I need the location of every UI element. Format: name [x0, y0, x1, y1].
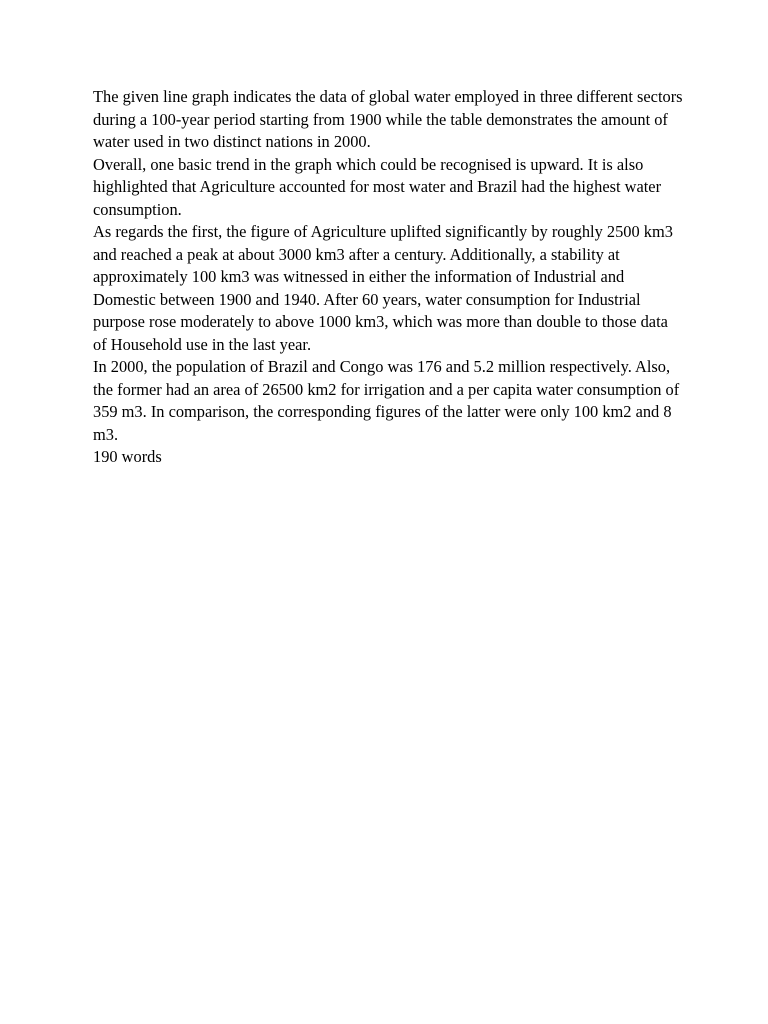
paragraph-body-graph: As regards the first, the figure of Agriculture uplifted significantly by roughly 2500 km3 and reached a peak at about 3000 km3 after a century. Additionally, a stability at approximately 100 km3 was witnessed in either the information of Industrial and Domestic between 1900 and 1940. After 60 years, water consumption for Industrial purpose rose moderately to above 1000 km3, which was more than double to those data of Household use in the last year. [93, 222, 673, 354]
paragraph-overview: Overall, one basic trend in the graph which could be recognised is upward. It is also highlighted that Agriculture accounted for most water and Brazil had the highest water consumption. [93, 154, 662, 219]
paragraph-introduction: The given line graph indicates the data of global water employed in three different sectors during a 100-year period starting from 1900 while the table demonstrates the amount of water used in two distinct nations in 2000. [93, 87, 683, 151]
essay-body [93, 86, 683, 469]
paragraph-body-table: In 2000, the population of Brazil and Congo was 176 and 5.2 million respectively. Also, the former had an area of 26500 km2 for irrigation and a per capita water consumption of 359 m3. In comparison, the corresponding figures of the latter were only 100 km2 and 8 m3. [93, 357, 680, 444]
word-count: 190 words [93, 447, 162, 466]
